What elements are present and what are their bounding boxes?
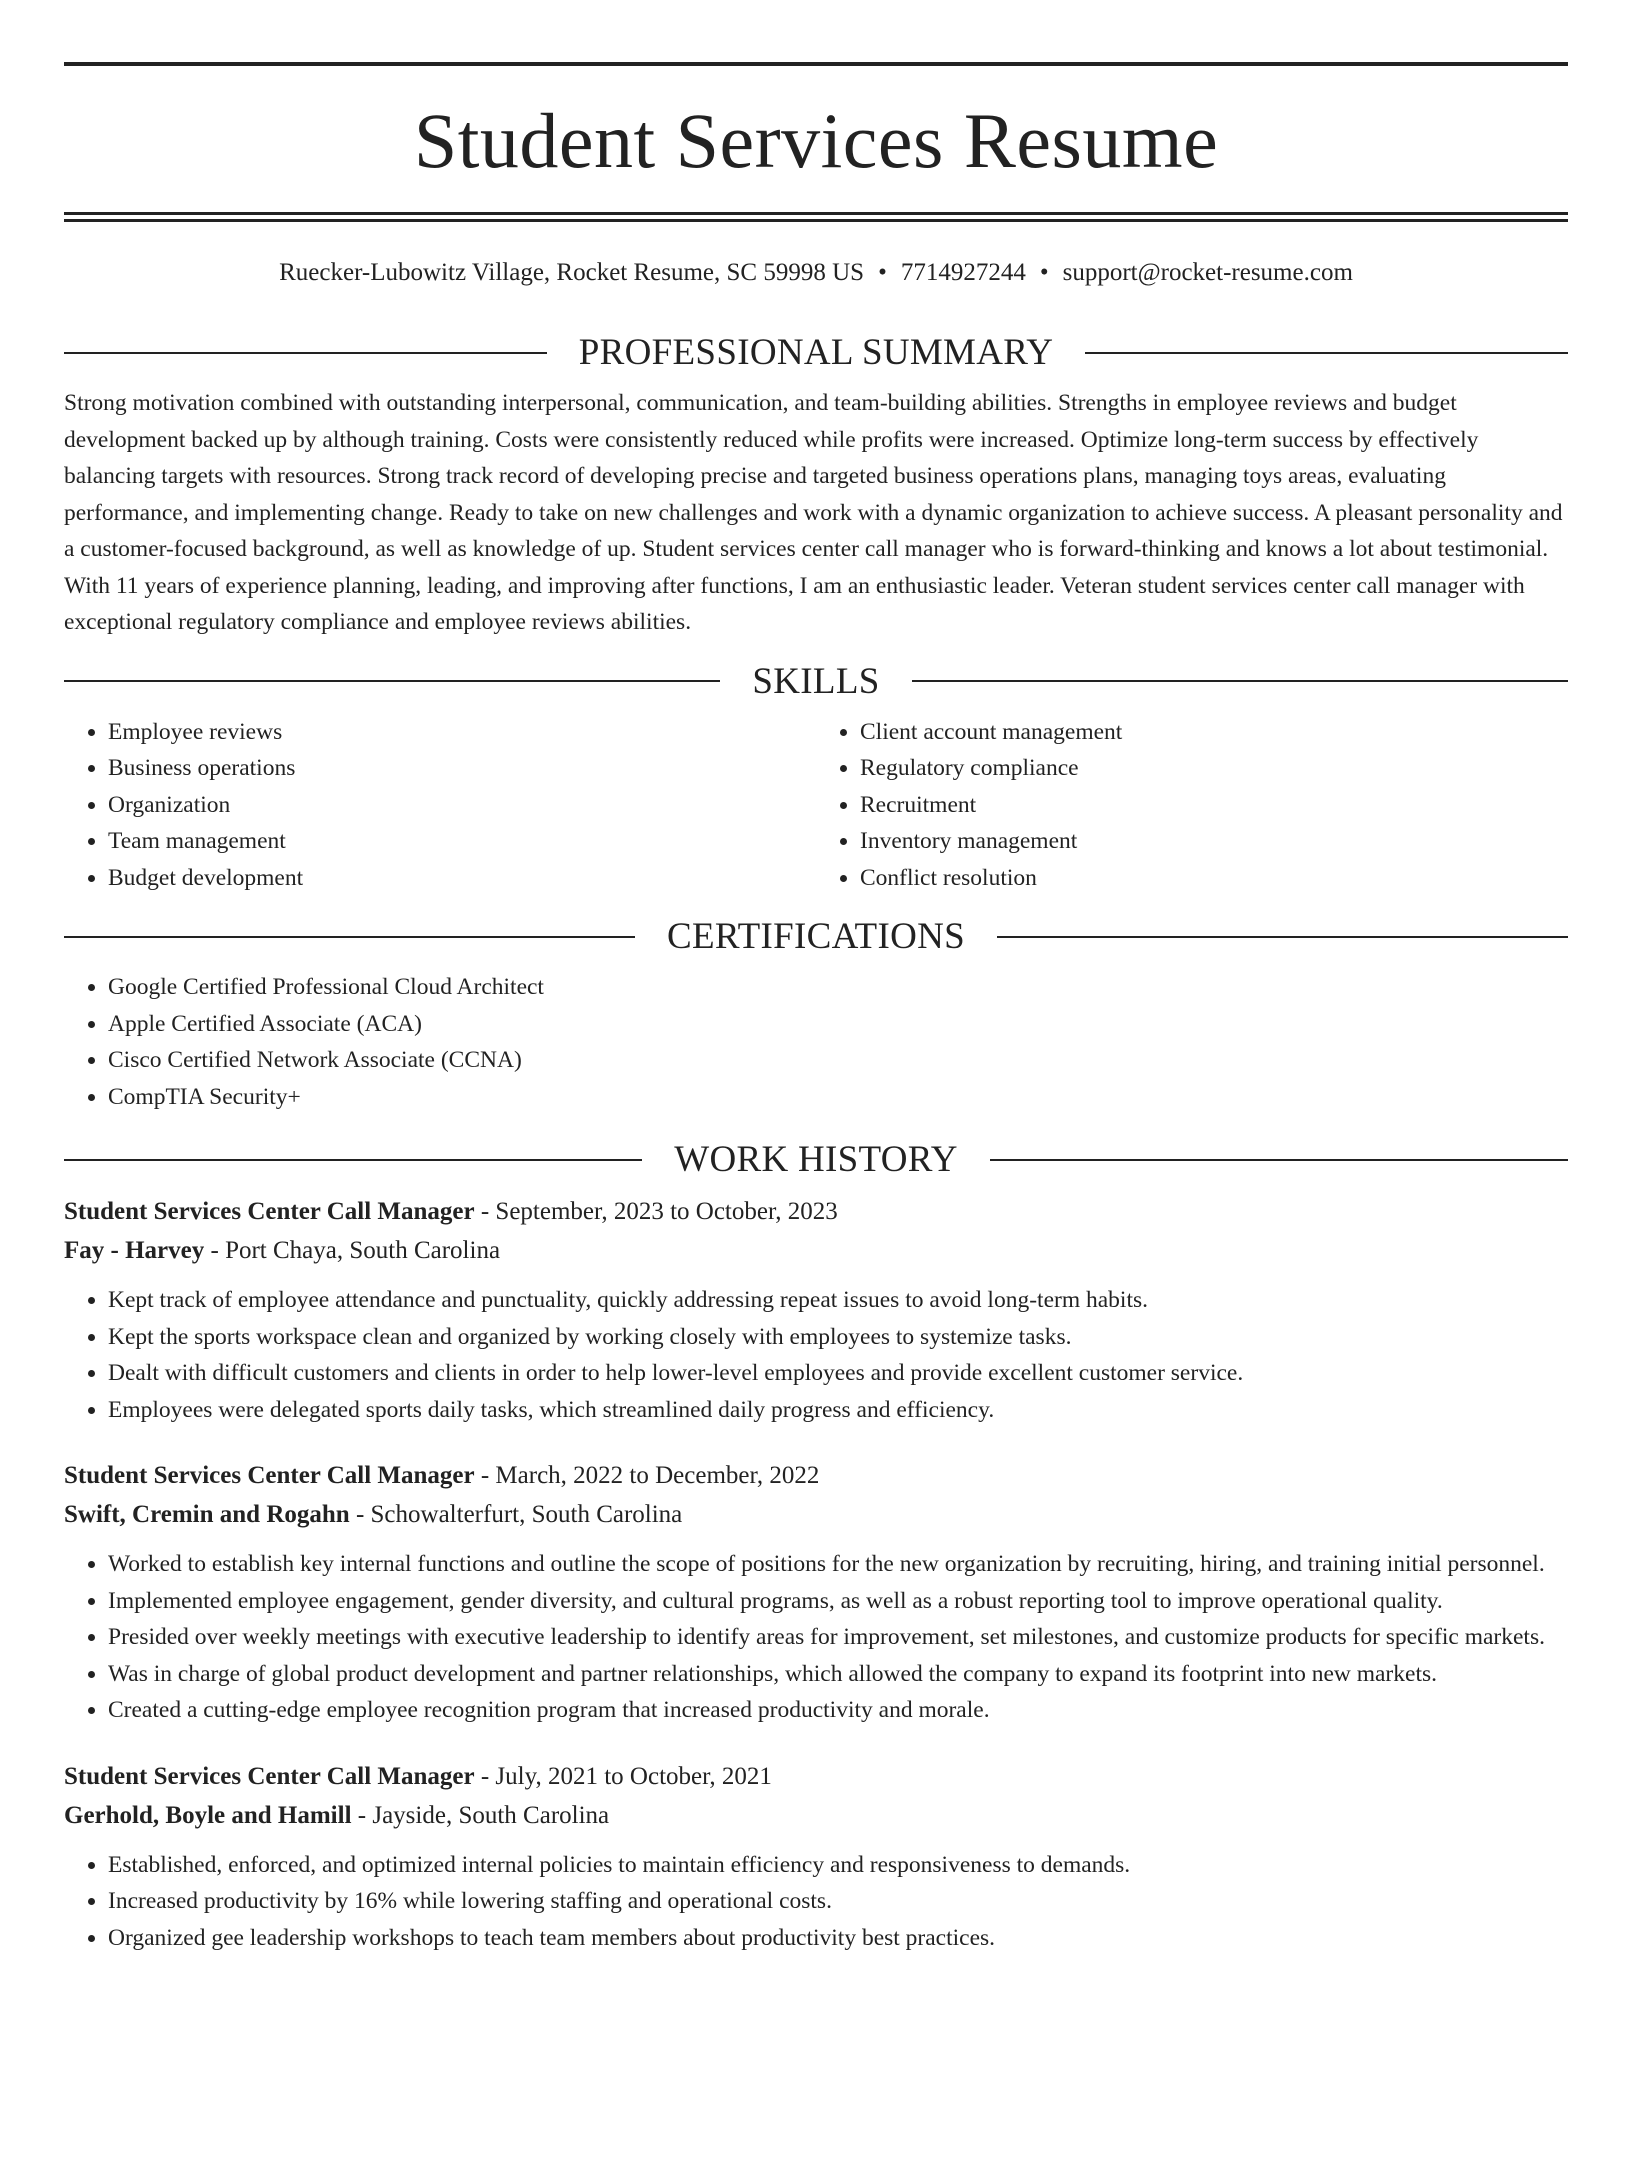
heading-rule	[64, 680, 720, 682]
job-company-line: Fay - Harvey - Port Chaya, South Carolina	[64, 1237, 501, 1264]
top-rule	[64, 62, 1568, 66]
job-bullet: • Kept track of employee attendance and punctuality, quickly addressing repeat issues to avoid long-term habits.	[108, 1282, 1568, 1319]
contact-phone: 7714927244	[900, 259, 1026, 286]
job-bullet: • Was in charge of global product development and partner relationships, which allowed the company to expand its footprint into new markets.	[108, 1656, 1568, 1693]
certification-item: • Cisco Certified Network Associate (CCNA)	[108, 1042, 1568, 1079]
job-title-line: Student Services Center Call Manager - July, 2021 to October, 2021	[64, 1762, 772, 1790]
contact-separator: •	[1039, 259, 1049, 286]
skill-item: • Business operations	[108, 750, 816, 787]
contact-line	[64, 258, 1568, 288]
work-history-heading-label: WORK HISTORY	[674, 1139, 958, 1180]
job-entry	[64, 1456, 1568, 1729]
job-bullet: • Established, enforced, and optimized internal policies to maintain efficiency and responsiveness to demands.	[108, 1847, 1568, 1884]
skills-column-left	[64, 714, 816, 897]
job-title-line: Student Services Center Call Manager - September, 2023 to October, 2023	[64, 1198, 838, 1225]
summary-heading	[64, 334, 1568, 371]
skill-item: • Client account management	[860, 714, 1568, 751]
job-entry	[64, 1757, 1568, 1957]
certification-item: • Apple Certified Associate (ACA)	[108, 1006, 1568, 1043]
skills-list	[64, 714, 1568, 897]
job-dates: September, 2023 to October, 2023	[495, 1198, 838, 1225]
job-bullet: • Organized gee leadership workshops to teach team members about productivity best practices.	[108, 1920, 1568, 1957]
skill-item: • Budget development	[108, 860, 816, 897]
job-location: Port Chaya, South Carolina	[225, 1237, 501, 1264]
job-title: Student Services Center Call Manager	[64, 1762, 475, 1790]
job-bullet: • Increased productivity by 16% while lowering staffing and operational costs.	[108, 1883, 1568, 1920]
job-company: Fay - Harvey	[64, 1237, 205, 1264]
work-history-heading	[64, 1141, 1568, 1178]
heading-rule	[64, 352, 547, 354]
job-company-line: Swift, Cremin and Rogahn - Schowalterfurt, South Carolina	[64, 1501, 683, 1528]
job-entry	[64, 1192, 1568, 1428]
contact-email: support@rocket-resume.com	[1062, 259, 1353, 286]
certifications-list	[64, 969, 1568, 1115]
job-company-line: Gerhold, Boyle and Hamill - Jayside, South Carolina	[64, 1801, 610, 1829]
certification-item: • Google Certified Professional Cloud Architect	[108, 969, 1568, 1006]
job-bullets	[64, 1282, 1568, 1428]
job-bullets	[64, 1847, 1568, 1957]
resume-page	[0, 62, 1632, 2174]
certifications-heading	[64, 918, 1568, 955]
job-bullet: • Presided over weekly meetings with executive leadership to identify areas for improvement, set milestones, and customize products for specific markets.	[108, 1619, 1568, 1656]
resume-title: Student Services Resume	[413, 97, 1219, 184]
job-dates: July, 2021 to October, 2021	[495, 1762, 772, 1790]
job-company: Gerhold, Boyle and Hamill	[64, 1801, 352, 1829]
skills-column-right	[816, 714, 1568, 897]
skill-item: • Regulatory compliance	[860, 750, 1568, 787]
skill-item: • Organization	[108, 787, 816, 824]
contact-separator: •	[878, 259, 887, 286]
heading-rule	[912, 680, 1568, 682]
job-bullets	[64, 1546, 1568, 1729]
heading-rule	[997, 936, 1568, 938]
job-title-line: Student Services Center Call Manager - March, 2022 to December, 2022	[64, 1462, 820, 1489]
certifications-heading-label: CERTIFICATIONS	[667, 916, 965, 957]
skills-heading	[64, 660, 1568, 702]
skill-item: • Employee reviews	[108, 714, 816, 751]
heading-rule	[990, 1159, 1568, 1161]
contact-address: Ruecker-Lubowitz Village, Rocket Resume, SC 59998 US	[279, 259, 865, 286]
job-bullet: • Dealt with difficult customers and clients in order to help lower-level employees and provide excellent customer service.	[108, 1355, 1568, 1392]
job-company: Swift, Cremin and Rogahn	[64, 1501, 350, 1528]
heading-rule	[64, 936, 635, 938]
job-title: Student Services Center Call Manager	[64, 1462, 475, 1489]
certification-item: • CompTIA Security+	[108, 1079, 1568, 1116]
job-title: Student Services Center Call Manager	[64, 1198, 475, 1225]
job-location: Schowalterfurt, South Carolina	[370, 1501, 683, 1528]
title-double-rule	[64, 212, 1568, 222]
job-bullet: • Kept the sports workspace clean and organized by working closely with employees to systemize tasks.	[108, 1319, 1568, 1356]
skill-item: • Conflict resolution	[860, 860, 1568, 897]
job-bullet: • Employees were delegated sports daily tasks, which streamlined daily progress and efficiency.	[108, 1392, 1568, 1429]
job-location: Jayside, South Carolina	[372, 1801, 610, 1829]
job-bullet: • Worked to establish key internal functions and outline the scope of positions for the new organization by recruiting, hiring, and training initial personnel.	[108, 1546, 1568, 1583]
job-bullet: • Created a cutting-edge employee recognition program that increased productivity and morale.	[108, 1692, 1568, 1729]
heading-rule	[1085, 352, 1568, 354]
skill-item: • Inventory management	[860, 823, 1568, 860]
job-bullet: • Implemented employee engagement, gender diversity, and cultural programs, as well as a robust reporting tool to improve operational quality.	[108, 1583, 1568, 1620]
skills-heading-label: SKILLS	[752, 660, 880, 702]
summary-heading-label: PROFESSIONAL SUMMARY	[578, 332, 1054, 373]
skill-item: • Recruitment	[860, 787, 1568, 824]
skill-item: • Team management	[108, 823, 816, 860]
heading-rule	[64, 1159, 642, 1161]
job-dates: March, 2022 to December, 2022	[495, 1462, 820, 1489]
summary-text: Strong motivation combined with outstanding interpersonal, communication, and team-building abilities. Strengths in employee reviews and budget development backed up by although training. Costs were consistently reduced while profits were increased. Optimize long-term success by effectively balancing targets with resources. Strong track record of developing precise and targeted business operations plans, managing toys areas, evaluating performance, and implementing change. Ready to take on new challenges and work with a dynamic organization to achieve success. A pleasant personality and a customer-focused background, as well as knowledge of up. Student services center call manager who is forward-thinking and knows a lot about testimonial. With 11 years of experience planning, leading, and improving after functions, I am an enthusiastic leader. Veteran student services center call manager with exceptional regulatory compliance and employee reviews abilities.	[64, 390, 1563, 635]
